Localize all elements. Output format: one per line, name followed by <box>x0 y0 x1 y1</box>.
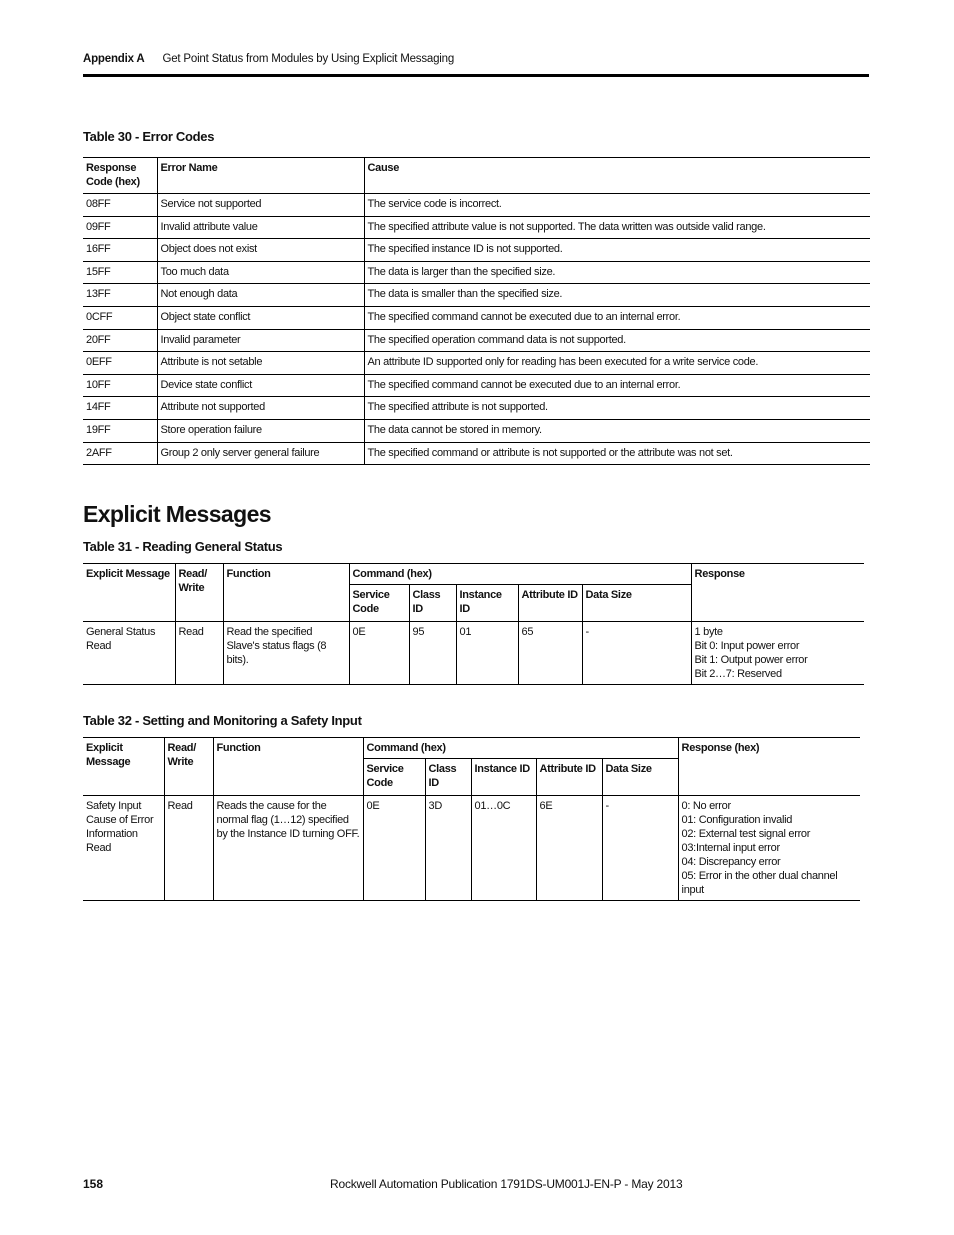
response-line: 02: External test signal error <box>681 828 811 840</box>
header-read-write: Read/ Write <box>175 564 223 622</box>
cell-cause: The specified attribute value is not supported. The data written was outside valid range. <box>364 216 870 239</box>
cell-service-code: 0E <box>349 622 409 685</box>
table-row <box>83 194 870 217</box>
cell-cause: The specified operation command data is not supported. <box>364 329 870 352</box>
cell-attribute-id: 6E <box>536 796 602 901</box>
table-row <box>83 261 870 284</box>
header-data-size: Data Size <box>602 759 678 796</box>
cell-error-name: Service not supported <box>157 194 364 217</box>
cell-attribute-id: 65 <box>518 622 582 685</box>
header-response: Response <box>691 564 864 622</box>
header-explicit-message: Explicit Message <box>83 738 164 796</box>
table30-caption: Table 30 - Error Codes <box>83 129 215 144</box>
header-read-write: Read/ Write <box>164 738 213 796</box>
cell-response-code: 13FF <box>86 288 111 301</box>
cell-response-code: 2AFF <box>86 446 112 459</box>
cell-cause: The data is smaller than the specified size. <box>364 284 870 307</box>
table-header-row <box>83 158 870 194</box>
header-response-code: Response Code (hex) <box>86 162 140 188</box>
cell-error-name: Invalid attribute value <box>157 216 364 239</box>
cell-response-code: 15FF <box>86 265 111 278</box>
response-line: Bit 2…7: Reserved <box>694 668 782 680</box>
cell-response <box>691 622 864 685</box>
cell-response-code: 09FF <box>86 220 111 233</box>
header-function: Function <box>213 738 363 796</box>
cell-cause: The data cannot be stored in memory. <box>364 419 870 442</box>
cell-response <box>678 796 860 901</box>
header-command: Command (hex) <box>349 564 691 585</box>
table-row <box>83 442 870 465</box>
header-response: Response (hex) <box>678 738 860 796</box>
cell-cause: The specified attribute is not supported. <box>364 397 870 420</box>
header-error-name: Error Name <box>157 158 364 194</box>
cell-message: General Status Read <box>83 622 175 685</box>
table-row <box>83 352 870 375</box>
header-instance-id: Instance ID <box>471 759 536 796</box>
header-rule <box>83 74 869 77</box>
table-row <box>83 796 860 901</box>
cell-instance-id: 01…0C <box>471 796 536 901</box>
response-line: 03:Internal input error <box>681 842 780 854</box>
safety-input-table <box>83 737 860 901</box>
cell-data-size: - <box>602 796 678 901</box>
section-title: Explicit Messages <box>83 501 271 527</box>
response-line: 05: Error in the other dual channel input <box>681 870 838 896</box>
table-row <box>83 397 870 420</box>
cell-response-code: 19FF <box>86 423 111 436</box>
running-header <box>83 53 454 65</box>
cell-error-name: Attribute is not setable <box>157 352 364 375</box>
cell-data-size: - <box>582 622 691 685</box>
response-line: 1 byte <box>694 626 723 638</box>
cell-response-code: 0CFF <box>86 310 113 323</box>
cell-error-name: Group 2 only server general failure <box>157 442 364 465</box>
cell-class-id: 95 <box>409 622 456 685</box>
cell-cause: The service code is incorrect. <box>364 194 870 217</box>
cell-cause: The specified command cannot be executed due to an internal error. <box>364 374 870 397</box>
page-number: 158 <box>83 1177 104 1191</box>
cell-service-code: 0E <box>363 796 425 901</box>
cell-class-id: 3D <box>425 796 471 901</box>
cell-error-name: Invalid parameter <box>157 329 364 352</box>
cell-message: Safety Input Cause of Error Information Read <box>83 796 164 901</box>
cell-error-name: Store operation failure <box>157 419 364 442</box>
header-cause: Cause <box>364 158 870 194</box>
cell-cause: The specified instance ID is not supported. <box>364 239 870 262</box>
cell-error-name: Not enough data <box>157 284 364 307</box>
response-line: 01: Configuration invalid <box>681 814 793 826</box>
cell-response-code: 0EFF <box>86 356 112 369</box>
cell-error-name: Object does not exist <box>157 239 364 262</box>
table-row <box>83 329 870 352</box>
error-codes-body <box>83 194 870 465</box>
header-data-size: Data Size <box>582 585 691 622</box>
header-attribute-id: Attribute ID <box>518 585 582 622</box>
response-line: Bit 0: Input power error <box>694 640 800 652</box>
header-service-code: Service Code <box>349 585 409 622</box>
header-service-code: Service Code <box>363 759 425 796</box>
cell-cause: The specified command cannot be executed due to an internal error. <box>364 306 870 329</box>
general-status-table <box>83 563 864 685</box>
response-line: Bit 1: Output power error <box>694 654 808 666</box>
table-row <box>83 622 864 685</box>
cell-error-name: Attribute not supported <box>157 397 364 420</box>
cell-error-name: Too much data <box>157 261 364 284</box>
table31-caption: Table 31 - Reading General Status <box>83 539 283 554</box>
response-line: 0: No error <box>681 800 731 812</box>
header-class-id: Class ID <box>425 759 471 796</box>
cell-response-code: 16FF <box>86 243 111 256</box>
cell-instance-id: 01 <box>456 622 518 685</box>
table-row <box>83 306 870 329</box>
cell-error-name: Device state conflict <box>157 374 364 397</box>
publication-info: Rockwell Automation Publication 1791DS-UM001J-EN-P - May 2013 <box>330 1177 683 1191</box>
response-line: 04: Discrepancy error <box>681 856 781 868</box>
header-attribute-id: Attribute ID <box>536 759 602 796</box>
cell-cause: The specified command or attribute is not supported or the attribute was not set. <box>364 442 870 465</box>
header-title: Get Point Status from Modules by Using Explicit Messaging <box>162 53 455 65</box>
header-instance-id: Instance ID <box>456 585 518 622</box>
table-row <box>83 419 870 442</box>
header-explicit-message: Explicit Message <box>83 564 175 622</box>
cell-response-code: 14FF <box>86 401 111 414</box>
header-section: Appendix A <box>83 53 145 65</box>
cell-rw: Read <box>175 622 223 685</box>
cell-rw: Read <box>164 796 213 901</box>
cell-response-code: 20FF <box>86 333 111 346</box>
cell-function: Read the specified Slave's status flags (8 bits). <box>223 622 349 685</box>
error-codes-table <box>83 157 870 465</box>
cell-function: Reads the cause for the normal flag (1…12) specified by the Instance ID turning OFF. <box>213 796 363 901</box>
header-function: Function <box>223 564 349 622</box>
cell-error-name: Object state conflict <box>157 306 364 329</box>
cell-cause: The data is larger than the specified size. <box>364 261 870 284</box>
table-row <box>83 239 870 262</box>
table-row <box>83 374 870 397</box>
table-row <box>83 216 870 239</box>
table32-caption: Table 32 - Setting and Monitoring a Safety Input <box>83 713 362 728</box>
header-command: Command (hex) <box>363 738 678 759</box>
cell-response-code: 10FF <box>86 378 111 391</box>
cell-cause: An attribute ID supported only for reading has been executed for a write service code. <box>364 352 870 375</box>
table-row <box>83 284 870 307</box>
cell-response-code: 08FF <box>86 198 111 210</box>
header-class-id: Class ID <box>409 585 456 622</box>
